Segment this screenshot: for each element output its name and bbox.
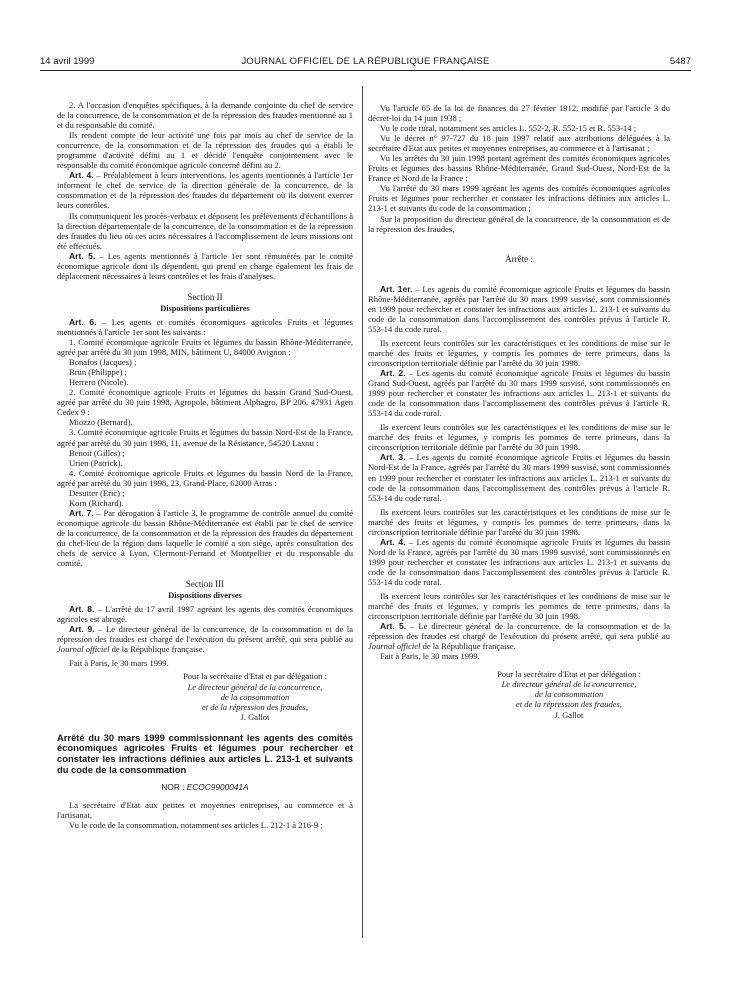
article-1 (368, 284, 670, 334)
visa: Vu l'article 65 de la loi de finances du 27 février 1912, modifié par l'article 3 du décret-loi du 14 juin 1938 ; (368, 103, 670, 124)
article-3 (368, 452, 670, 502)
signature-line: Pour la secrétaire d'Etat et par délégation : (183, 671, 327, 682)
article-text: de la République française. (420, 641, 516, 652)
article-text: – L'arrêté du 17 avril 1997 agréant les agents des comités économiques agricoles est abrogé. (57, 604, 353, 625)
signature-line: de la consommation (534, 689, 604, 700)
article-text: – Par dérogation à l'article 3, le programme de contrôle annuel du comité économique agricole du bassin Rhône-Méditerranée est établi par le chef de service de la concurrence, de la consommation et de la répression des fraudes du département du chef-lieu de la région dans laquelle le comité a son siège, après consultation des chefs de service à Lyon, Clermont-Ferrand et Montpellier et du responsable du comité. (57, 507, 353, 569)
article-label: Art. 7. (69, 507, 94, 518)
visa: La secrétaire d'Etat aux petites et moyennes entreprises, au commerce et à l'artisanat, (57, 800, 353, 821)
committee-entry: 3. Comité économique agricole Fruits et légumes du bassin Nord-Est de la France, agréé par arrêté du 30 juin 1998, 11, avenue de la Résistance, 54520 Laxou : (57, 427, 353, 448)
agent-name: Desutter (Eric) ; (69, 487, 125, 498)
left-column (57, 100, 353, 830)
section-heading: Section II (187, 291, 223, 302)
paragraph: Ils communiquent les procès-verbaux et déposent les prélèvements d'échantillons à la direction départementale de la concurrence, de la consommation et de la répression des fraudes du lieu où ces actes nécessaires à l'accomplissement de leurs missions ont été effectués. (57, 210, 353, 251)
article-label: Art. 9. (69, 624, 95, 635)
paragraph: 2. A l'occasion d'enquêtes spécifiques, à la demande conjointe du chef de service de la concurrence, de la consommation et de la répression des fraudes mentionné au 1 et du responsable du comité. (57, 100, 353, 131)
agent-name: Herrero (Nicole). (69, 377, 129, 388)
signature-line: Pour la secrétaire d'Etat et par délégation : (497, 669, 641, 680)
signatory-name: J. Gallot (240, 711, 270, 722)
article-7 (57, 508, 353, 568)
section-subheading: Dispositions particulières (160, 303, 250, 313)
signature-line: Le directeur général de la concurrence, (501, 679, 637, 690)
paragraph: Ils rendent compte de leur activité une fois par mois au chef de service de la concurrence, de la consommation et de la répression des fraudes qui a établi le programme d'activité défini au 1 et décidé l'enquête conjointement avec le responsable du comité économique agricole concerné défini au 2. (57, 130, 353, 171)
article-4 (57, 170, 353, 210)
article-label: Art. 1er. (380, 283, 413, 294)
paragraph: Ils exercent leurs contrôles sur les caractéristiques et les conditions de mise sur le marché des fruits et légumes, y compris les pommes de terre primeurs, dans la circonscription territoriale définie par l'arrêté du 30 juin 1998. (368, 422, 670, 453)
nor-label: NOR : (161, 782, 187, 793)
article-5 (57, 251, 353, 281)
section-subheading: Dispositions diverses (168, 591, 242, 601)
article-label: Art. 5. (380, 621, 407, 632)
article-text: – Les agents du comité économique agricole Fruits et légumes du bassin Nord-Est de la France, agréés par l'arrêté du 30 mars 1999 susvisé, sont commissionnés en 1999 pour rechercher et constater les infractions aux articles L. 213-1 et suivants du code de la consommation dans l'accomplissement des contrôles prévus à l'article R. 553-14 du code rural. (368, 452, 670, 503)
right-column (368, 103, 670, 720)
article-text: de la République française. (109, 644, 205, 655)
article-8 (57, 604, 353, 624)
agent-name: Urien (Patrick). (69, 457, 123, 468)
article-4 (368, 537, 670, 587)
agent-name: Brun (Philippe) ; (69, 367, 127, 378)
article-text: – Les agents du comité économique agricole Fruits et légumes du bassin Nord de la France, agréés par l'arrêté du 30 mars 1999 susvisé, sont commissionnés en 1999 pour rechercher et constater les infractions aux articles L. 213-1 et suivants du code de la consommation dans l'accomplissement des contrôles prévus à l'article R. 553-14 du code rural. (368, 536, 670, 587)
committee-entry: 1. Comité économique agricole Fruits et légumes du bassin Rhône-Méditerranée, agréé par arrêté du 30 juin 1998, MIN, bâtiment U, 84000 Avignon : (57, 337, 353, 358)
section-heading: Section III (185, 579, 225, 590)
nor-code: ECOC9900041A (186, 782, 249, 793)
signature-line: et de la répression des fraudes, (516, 699, 622, 710)
signatory-name: J. Gallot (554, 709, 584, 720)
signature-block (368, 669, 670, 719)
article-text: – Les agents et comités économiques agricoles Fruits et légumes mentionnés à l'article 1er sont les suivants : (57, 316, 353, 337)
header-date: 14 avril 1999 (40, 56, 95, 67)
paragraph: Ils exercent leurs contrôles sur les caractéristiques et les conditions de mise sur le marché des fruits et légumes, y compris les pommes de terre primeurs, dans la circonscription territoriale définie par l'arrêté du 30 juin 1998. (368, 506, 670, 537)
article-text: – Préalablement à leurs interventions, les agents mentionnés à l'article 1er informent le chef de service de la direction générale de la concurrence, de la consommation et de la répression des fraudes du département où ils doivent exercer leurs contrôles. (57, 170, 353, 211)
place-date: Fait à Paris, le 30 mars 1999. (69, 658, 169, 669)
decree-title: Arrêté du 30 mars 1999 commissionnant les agents des comités économiques agricoles Fruits et légumes pour rechercher et constater les infractions définies aux articles L. 213-1 et suivants du code de la consommation (57, 731, 353, 775)
arrete-heading: Arrête : (505, 253, 533, 264)
signature-block (57, 671, 353, 721)
paragraph: Ils exercent leurs contrôles sur les caractéristiques et les conditions de mise sur le marché des fruits et légumes, y compris les pommes de terre primeurs, dans la circonscription territoriale définie par l'arrêté du 30 juin 1998. (368, 337, 670, 368)
page-header (40, 56, 691, 70)
journal-officiel-ref: Journal officiel (57, 644, 110, 655)
nor-reference (57, 782, 353, 792)
signature-line: Le directeur général de la concurrence, (187, 681, 323, 692)
article-label: Art. 3. (380, 452, 406, 463)
committee-entry: 2. Comité économique agricole Fruits et légumes du bassin Grand Sud-Ouest, agréé par arrêté du 30 juin 1998, Agropole, bâtiment Alphagro, BP 206, 47931 Agen Cedex 9 : (57, 387, 353, 418)
visa: Vu les arrêtés du 30 juin 1998 portant agrément des comités économiques agricoles Fruits et légumes des bassins Rhône-Méditerranée, Grand Sud-Ouest, Nord-Est de la France et Nord de la France ; (368, 153, 670, 184)
journal-officiel-ref: Journal officiel (368, 641, 421, 652)
place-date: Fait à Paris, le 30 mars 1999. (380, 651, 480, 662)
visa: Vu le décret n° 97-727 du 18 juin 1997 relatif aux attributions déléguées à la secrétaire d'Etat aux petites et moyennes entreprises, au commerce et à l'artisanat ; (368, 133, 670, 154)
agent-name: Korn (Richard). (69, 497, 124, 508)
article-text: – Les agents mentionnés à l'article 1er sont rémunérés par le comité économique agricole dont ils dépendent, qui prend en charge également les frais de déplacement nécessaires à leurs contrôles et les frais d'analyses. (57, 250, 353, 281)
signature-line: de la consommation (220, 691, 290, 702)
article-text: – Les agents du comité économique agricole Fruits et légumes du bassin Grand Sud-Ouest, agréés par l'arrêté du 30 mars 1999 susvisé, sont commissionnés en 1999 pour rechercher et constater les infractions aux articles L. 213-1 et suivants du code de la consommation dans l'accomplissement des contrôles prévus à l'article R. 553-14 du code rural. (368, 368, 670, 419)
article-label: Art. 8. (69, 604, 95, 615)
article-9 (57, 624, 353, 654)
column-divider (362, 86, 363, 938)
committee-entry: 4. Comité économique agricole Fruits et légumes du bassin Nord de la France, agréé par arrêté du 30 juin 1998, 23, Grand-Place, 62000 Arras : (57, 467, 353, 488)
article-text: – Le directeur général de la concurrence, de la consommation et de la répression des fraudes est chargé de l'exécution du présent arrêté, qui sera publié au (57, 624, 354, 645)
article-label: Art. 4. (380, 536, 406, 547)
header-rule (40, 70, 691, 71)
journal-title: JOURNAL OFFICIEL DE LA RÉPUBLIQUE FRANÇAISE (241, 56, 490, 67)
article-label: Art. 6. (69, 316, 97, 327)
visa: Vu le code de la consommation, notamment ses articles L. 212-1 à 216-9 ; (69, 820, 323, 831)
agent-name: Miozzo (Bernard). (69, 417, 133, 428)
paragraph: Ils exercent leurs contrôles sur les caractéristiques et les conditions de mise sur le marché des fruits et légumes, y compris les pommes de terre primeurs, dans la circonscription territoriale définie par l'arrêté du 30 juin 1998. (368, 591, 670, 622)
page-number: 5487 (669, 56, 691, 67)
article-6 (57, 317, 353, 337)
visa: Vu le code rural, notamment ses articles L. 552-2, R. 552-15 et R. 553-14 ; (380, 123, 637, 134)
agent-name: Benoit (Gilles) ; (69, 447, 125, 458)
article-2 (368, 368, 670, 418)
article-text: – Le directeur général de la concurrence, de la consommation et de la répression des fraudes est chargé de l'exécution du présent arrêté, qui sera publié au (368, 621, 670, 642)
agent-name: Bonafos (Jacques) ; (69, 357, 137, 368)
article-text: – Les agents du comité économique agricole Fruits et légumes du bassin Rhône-Méditerranée, agréés par l'arrêté du 30 mars 1999 susvisé, sont commissionnés en 1999 pour rechercher et constater les infractions aux articles L. 213-1 et suivants du code de la consommation dans l'accomplissement des contrôles prévus à l'article R. 553-14 du code rural. (368, 283, 670, 334)
visa: Vu l'arrêté du 30 mars 1999 agréant les agents des comités économiques agricoles Fruits et légumes pour rechercher et constater les infractions définies aux articles L. 213-1 et suivants du code de la consommation ; (368, 183, 670, 214)
visa: Sur la proposition du directeur général de la concurrence, de la consommation et de la répression des fraudes, (368, 213, 670, 234)
article-label: Art. 5. (69, 250, 96, 261)
article-label: Art. 2. (380, 368, 406, 379)
article-5 (368, 621, 670, 651)
article-label: Art. 4. (69, 170, 94, 181)
signature-line: et de la répression des fraudes, (202, 701, 308, 712)
